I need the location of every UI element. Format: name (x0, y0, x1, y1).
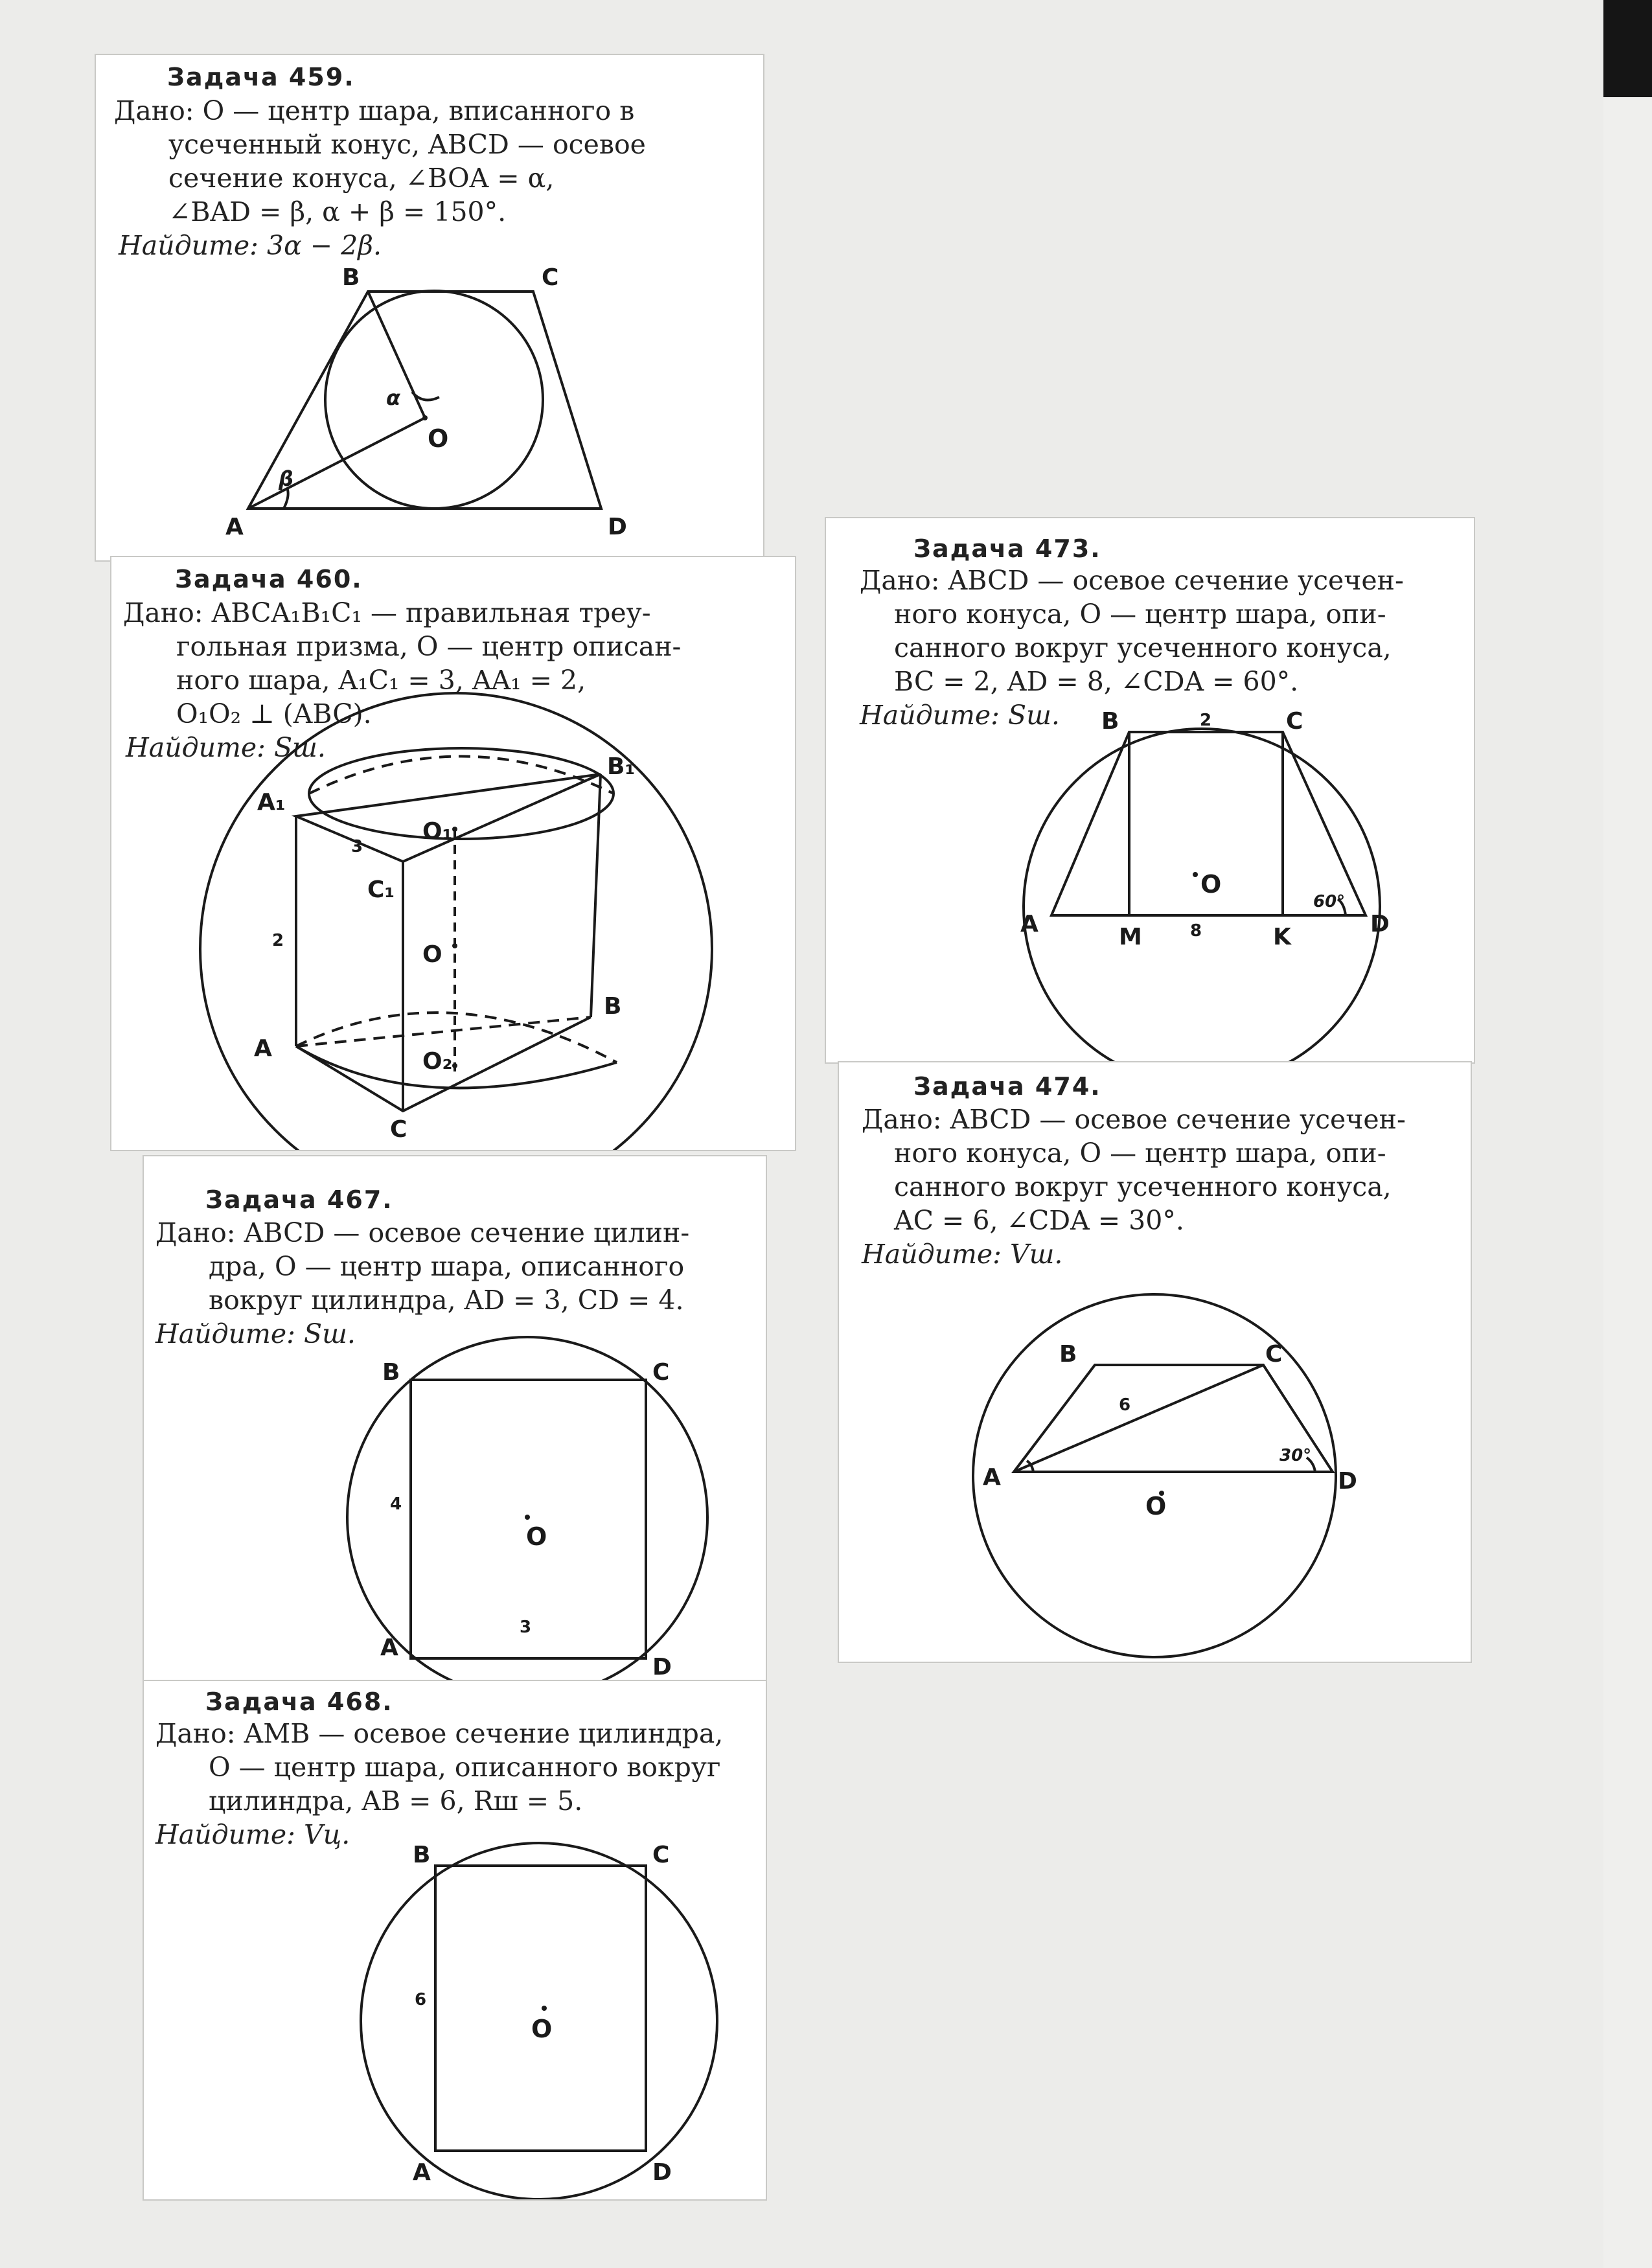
problem-474-line-3: санного вокруг усеченного конуса, (894, 1171, 1392, 1202)
label-c1: C₁ (367, 876, 395, 903)
problem-467-clip (144, 1156, 766, 1681)
label-a: A (413, 2159, 431, 2186)
label-b: B (1059, 1341, 1077, 1368)
label-len8: 8 (1190, 921, 1202, 941)
label-o: O (531, 2015, 553, 2043)
label-o: O (422, 941, 442, 968)
problem-467-title: Задача 467. (205, 1186, 393, 1214)
problem-459-title: Задача 459. (167, 63, 355, 91)
label-o: O (1145, 1492, 1167, 1520)
problem-460-find: Найдите: Sш. (126, 732, 326, 763)
label-b: B (382, 1359, 400, 1386)
problem-468-figure (144, 1681, 766, 2199)
label-o: O (428, 424, 449, 453)
label-len3: 3 (520, 1618, 532, 1637)
label-o2: O₂ (422, 1048, 453, 1075)
label-a: A (254, 1035, 272, 1062)
problem-460-line-1: Дано: ABCA₁B₁C₁ — правильная треу- (123, 597, 651, 628)
label-o1: O₁ (422, 818, 453, 845)
label-a: A (380, 1634, 398, 1661)
page-edge (1603, 0, 1652, 2268)
problem-467-figure (144, 1156, 766, 1681)
label-c: C (652, 1842, 670, 1868)
label-a1: A₁ (257, 789, 286, 816)
label-b: B (342, 264, 360, 291)
label-len4: 4 (390, 1495, 402, 1514)
label-b: B (1101, 708, 1119, 735)
problem-468-line-1: Дано: AMB — осевое сечение цилиндра, (155, 1718, 724, 1749)
label-len6: 6 (1119, 1395, 1131, 1415)
problem-467-find: Найдите: Sш. (155, 1318, 356, 1349)
rectangle-abcd (435, 1866, 646, 2151)
label-d: D (652, 2159, 672, 2186)
problem-474-figure (839, 1062, 1471, 1662)
problem-473-clip (826, 518, 1474, 1062)
label-a: A (225, 514, 244, 540)
label-b: B (604, 993, 622, 1020)
label-len2: 2 (272, 931, 284, 950)
diagonal-ac (1014, 1365, 1263, 1472)
label-d: D (1370, 911, 1390, 937)
problem-467-line-3: вокруг цилиндра, AD = 3, CD = 4. (209, 1285, 684, 1316)
label-k: K (1273, 924, 1291, 950)
problem-460-line-2: гольная призма, O — центр описан- (176, 631, 682, 662)
problem-468-title: Задача 468. (205, 1688, 393, 1716)
segment-ao (248, 418, 425, 509)
problem-468-find: Найдите: Vц. (155, 1819, 350, 1850)
label-c: C (1286, 708, 1303, 735)
scan-corner (1603, 0, 1652, 97)
problem-473-line-1: Дано: ABCD — осевое сечение усечен- (860, 565, 1404, 596)
label-c: C (652, 1359, 670, 1386)
problem-473-find: Найдите: Sш. (860, 700, 1060, 731)
label-len2: 2 (1200, 711, 1212, 730)
label-o: O (526, 1522, 547, 1551)
problem-473-line-4: BC = 2, AD = 8, ∠CDA = 60°. (894, 666, 1299, 697)
label-d: D (1338, 1468, 1357, 1495)
label-d: D (608, 514, 627, 540)
problem-467-line-1: Дано: ABCD — осевое сечение цилин- (155, 1217, 690, 1248)
label-b: B (413, 1842, 431, 1868)
problem-474-find: Найдите: Vш. (862, 1239, 1063, 1270)
problem-474-line-2: ного конуса, O — центр шара, опи- (894, 1138, 1386, 1169)
label-b1: B₁ (607, 753, 636, 780)
label-o: O (1200, 870, 1222, 899)
problem-473-figure (826, 518, 1474, 1062)
problem-474-title: Задача 474. (913, 1072, 1101, 1101)
label-len6: 6 (415, 1990, 427, 2010)
problem-468-clip (144, 1681, 766, 2199)
label-alpha: α (386, 385, 400, 410)
problem-459-line-1: Дано: O — центр шара, вписанного в (114, 95, 635, 126)
label-c: C (542, 264, 559, 291)
label-m: M (1119, 924, 1142, 950)
problem-473-title: Задача 473. (913, 534, 1101, 563)
problem-468-line-2: O — центр шара, описанного вокруг (209, 1752, 721, 1783)
problem-460-line-3: ного шара, A₁C₁ = 3, AA₁ = 2, (176, 665, 586, 696)
problem-473-line-3: санного вокруг усеченного конуса, (894, 632, 1392, 663)
problem-460-line-4: O₁O₂ ⊥ (ABC). (176, 698, 372, 729)
circumscribed-sphere (200, 693, 712, 1150)
edge-bb1 (591, 774, 601, 1017)
label-angle: 30° (1279, 1446, 1312, 1465)
problem-474-line-4: AC = 6, ∠CDA = 30°. (894, 1205, 1184, 1236)
problem-474-line-1: Дано: ABCD — осевое сечение усечен- (862, 1104, 1406, 1135)
label-d: D (652, 1654, 672, 1680)
problem-459-line-2: усеченный конус, ABCD — осевое (168, 129, 646, 160)
label-a: A (983, 1464, 1001, 1491)
problem-468-line-3: цилиндра, AB = 6, Rш = 5. (209, 1785, 583, 1816)
problem-459-clip (96, 55, 763, 560)
problem-459-find: Найдите: 3α − 2β. (119, 230, 382, 261)
problem-474-clip (839, 1062, 1471, 1662)
label-c: C (390, 1116, 407, 1143)
label-beta: β (279, 466, 293, 491)
center-point (422, 415, 428, 420)
problem-459-line-4: ∠BAD = β, α + β = 150°. (168, 196, 507, 227)
problem-459-line-3: сечение конуса, ∠BOA = α, (168, 163, 555, 194)
label-a: A (1020, 911, 1038, 937)
problem-460-title: Задача 460. (175, 565, 363, 593)
label-len3: 3 (351, 837, 363, 856)
problem-460-figure (111, 557, 795, 1150)
problem-459-figure (96, 55, 763, 560)
label-c: C (1265, 1341, 1283, 1368)
label-angle: 60° (1313, 892, 1346, 911)
problem-460-clip (111, 557, 795, 1150)
problem-467-line-2: дра, O — центр шара, описанного (209, 1251, 685, 1282)
problem-473-line-2: ного конуса, O — центр шара, опи- (894, 599, 1386, 630)
